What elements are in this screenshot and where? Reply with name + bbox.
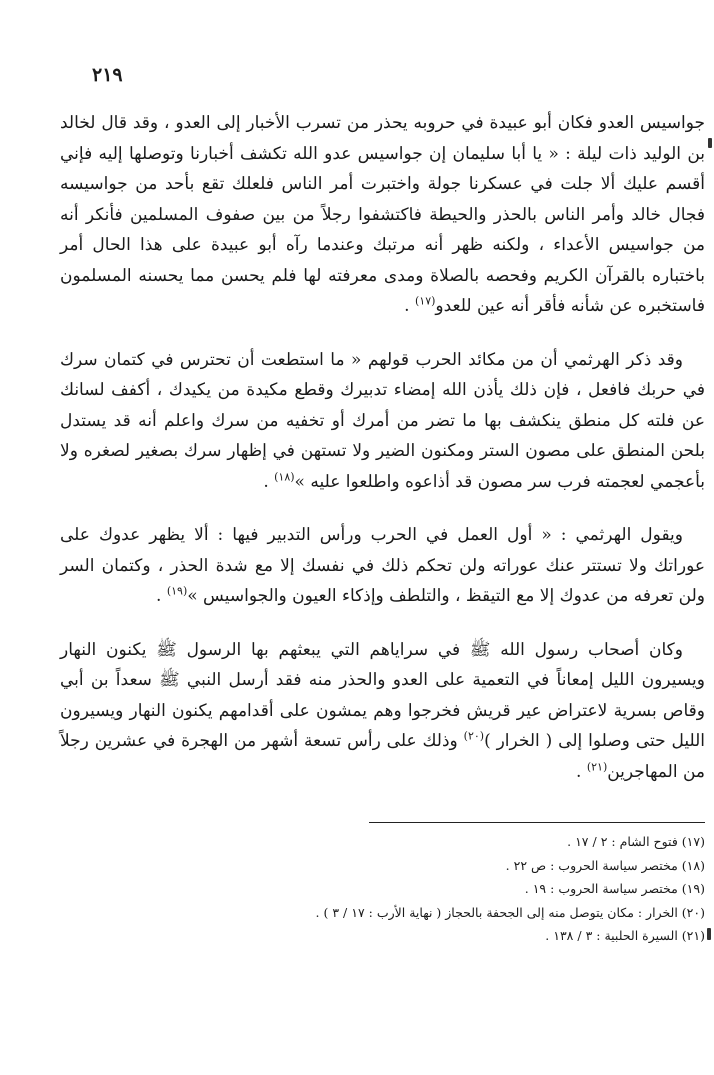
paragraph-4-middle: وذلك على رأس تسعة أشهر من الهجرة في عشرين رجلاً من المهاجرين bbox=[60, 731, 705, 782]
footnote-ref-21[interactable]: (٢١) bbox=[586, 759, 608, 773]
footnote-ref-20[interactable]: (٢٠) bbox=[463, 729, 485, 743]
scan-edge-mark-bottom bbox=[707, 928, 711, 940]
footnote-20: (٢٠) الخرار : مكان يتوصل منه إلى الجحفة بالحجاز ( نهاية الأرب : ١٧ / ٣ ) . bbox=[315, 904, 705, 920]
paragraph-2-text: وقد ذكر الهرثمي أن من مكائد الحرب قولهم « ما استطعت أن تحترس في كتمان سرك في حربك فافعل ، فإن ذلك يأذن الله إمضاء تدبيرك وقطع مكيدة من يكيدك ، أكفف لسانك عن فلته كل منطق ينكشف بها ما تضر من أمرك أو تخفيه من سرك واعلم أنه قد يستدل بلحن المنطق على مصون الستر ومكنون الضير ولا تستهن في إظهار سرك بصغير لصغره ولا بأعجمي لعجمته فرب سر مصون قد أذاعوه واطلعوا عليه » bbox=[60, 349, 705, 492]
paragraph-4-text: وكان أصحاب رسول الله ﷺ في سراياهم التي يبعثهم بها الرسول ﷺ يكنون النهار ويسيرون الليل إمعاناً في التعمية على العدو والحذر منه فقد أرسل النبي ﷺ سعداً بن أبي وقاص بسرية لاعتراض عير قريش فخرجوا وهم يمشون على أقدامهم يكنون النهار ويسيرون الليل حتى وصلوا إلى ( الخرار ) bbox=[60, 639, 705, 751]
paragraph-3 bbox=[60, 520, 705, 612]
paragraph-1 bbox=[60, 108, 705, 322]
paragraph-4 bbox=[60, 635, 705, 788]
paragraph-2 bbox=[60, 345, 705, 498]
footnote-21: (٢١) السيرة الحلبية : ٣ / ١٣٨ . bbox=[545, 928, 705, 943]
footnote-divider bbox=[369, 822, 705, 823]
paragraph-2-end: . bbox=[263, 471, 275, 492]
footnote-17: (١٧) فتوح الشام : ٢ / ١٧ . bbox=[567, 834, 705, 849]
footnote-ref-18[interactable]: (١٨) bbox=[274, 469, 295, 483]
footnote-ref-17[interactable]: (١٧) bbox=[414, 294, 436, 308]
paragraph-4-end: . bbox=[576, 761, 587, 782]
paragraph-3-text: ويقول الهرثمي : « أول العمل في الحرب ورأس التدبير فيها : ألا يظهر عدوك على عوراتك ولا تستتر عنك عوراته ولن تحكم ذلك في نفسك إلا مع شدة الحذر ، وكتمان السر ولن تعرفه من عدوك إلا مع التيقظ ، والتلطف وإذكاء العيون والجواسيس » bbox=[60, 525, 705, 606]
page-number: ٢١٩ bbox=[92, 64, 123, 86]
scan-edge-mark-top bbox=[708, 138, 712, 148]
paragraph-3-end: . bbox=[156, 586, 167, 606]
footnotes bbox=[60, 830, 705, 948]
footnote-ref-19[interactable]: (١٩) bbox=[166, 584, 188, 598]
paragraph-1-text: جواسيس العدو فكان أبو عبيدة في حروبه يحذر من تسرب الأخبار إلى العدو ، وقد قال لخالد بن الوليد ذات ليلة : « يا أبا سليمان إن جواسيس عدو الله تكشف أخبارنا وتوصلها إليه فإني أقسم عليك ألا جلت في عسكرنا جولة واختبرت أمر الناس فلعلك تقع بأحد من جواسيسه فجال خالد وأمر الناس بالحذر والحيطة فاكتشفوا رجلاً من بين صفوف المسلمين فأنكر أنه من جواسيس الأعداء ، ولكنه ظهر أنه مرتبك وعندما رآه أبو عبيدة على هذا الحال أمر باختباره بالقرآن الكريم وفحصه بالصلاة ومدى معرفته لها فلم يحسن مما يحسنه المسلمون فاستخبره عن شأنه فأقر أنه عين للعدو bbox=[60, 113, 705, 316]
footnote-18: (١٨) مختصر سياسة الحروب : ص ٢٢ . bbox=[505, 857, 705, 873]
footnote-19: (١٩) مختصر سياسة الحروب : ١٩ . bbox=[524, 881, 705, 896]
main-text bbox=[60, 108, 705, 810]
paragraph-1-end: . bbox=[404, 296, 415, 316]
